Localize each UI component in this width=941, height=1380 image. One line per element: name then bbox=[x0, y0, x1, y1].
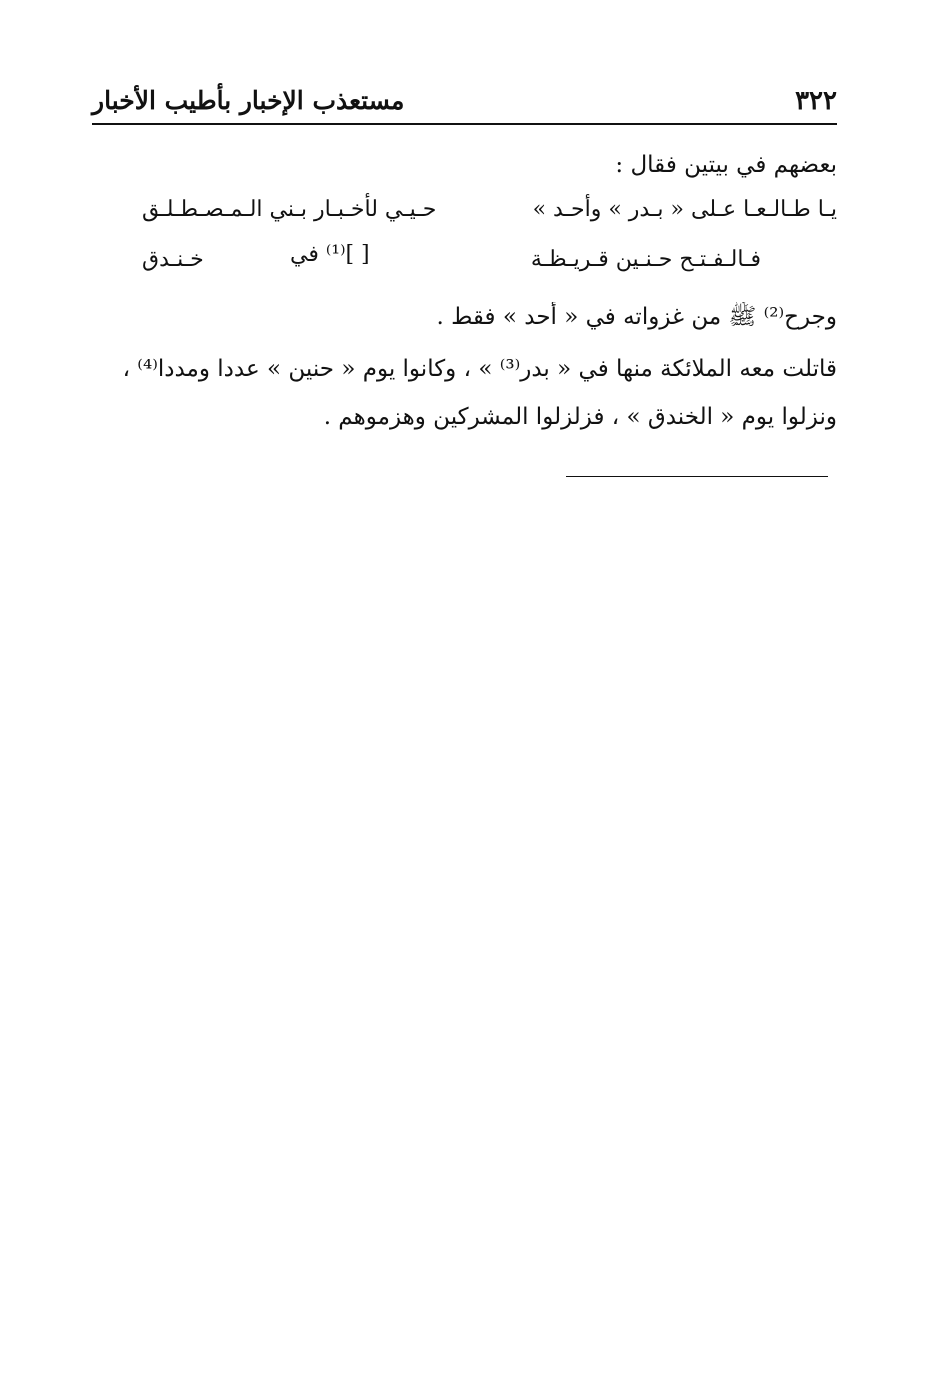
poem-line2-first-hemistich: فـالـفـتـح حـنـين قـريـظـة bbox=[530, 247, 761, 272]
book-title: مستعذب الإخبار بأطيب الأخبار bbox=[92, 86, 405, 115]
poem-line2-gap: [ ]⁽¹⁾ في bbox=[290, 242, 370, 267]
paragraph-angels-line1: قاتلت معه الملائكة منها في « بدر⁽³⁾ » ، وكانوا يوم « حنين » عددا ومددا⁽⁴⁾ ، bbox=[122, 356, 837, 382]
header-rule bbox=[92, 123, 837, 125]
poem-line2-second-hemistich: خـنـدق bbox=[142, 247, 204, 272]
poem-line1-first-hemistich: يـا طـالـعـا عـلى « بـدر » وأحـد » bbox=[532, 197, 837, 222]
page-number: ٣٢٢ bbox=[795, 86, 837, 116]
poem-line1-second-hemistich: حـيـي لأخـبـار بـني الـمـصـطـلـق bbox=[142, 197, 437, 222]
footnote-separator bbox=[566, 476, 828, 477]
paragraph-wounding: وجرح⁽²⁾ ﷺ من غزواته في « أحد » فقط . bbox=[436, 304, 837, 330]
paragraph-angels-line2: ونزلوا يوم « الخندق » ، فزلزلوا المشركين وهزموهم . bbox=[323, 404, 837, 430]
running-header bbox=[92, 82, 837, 122]
intro-line: بعضهم في بيتين فقال : bbox=[615, 152, 837, 178]
